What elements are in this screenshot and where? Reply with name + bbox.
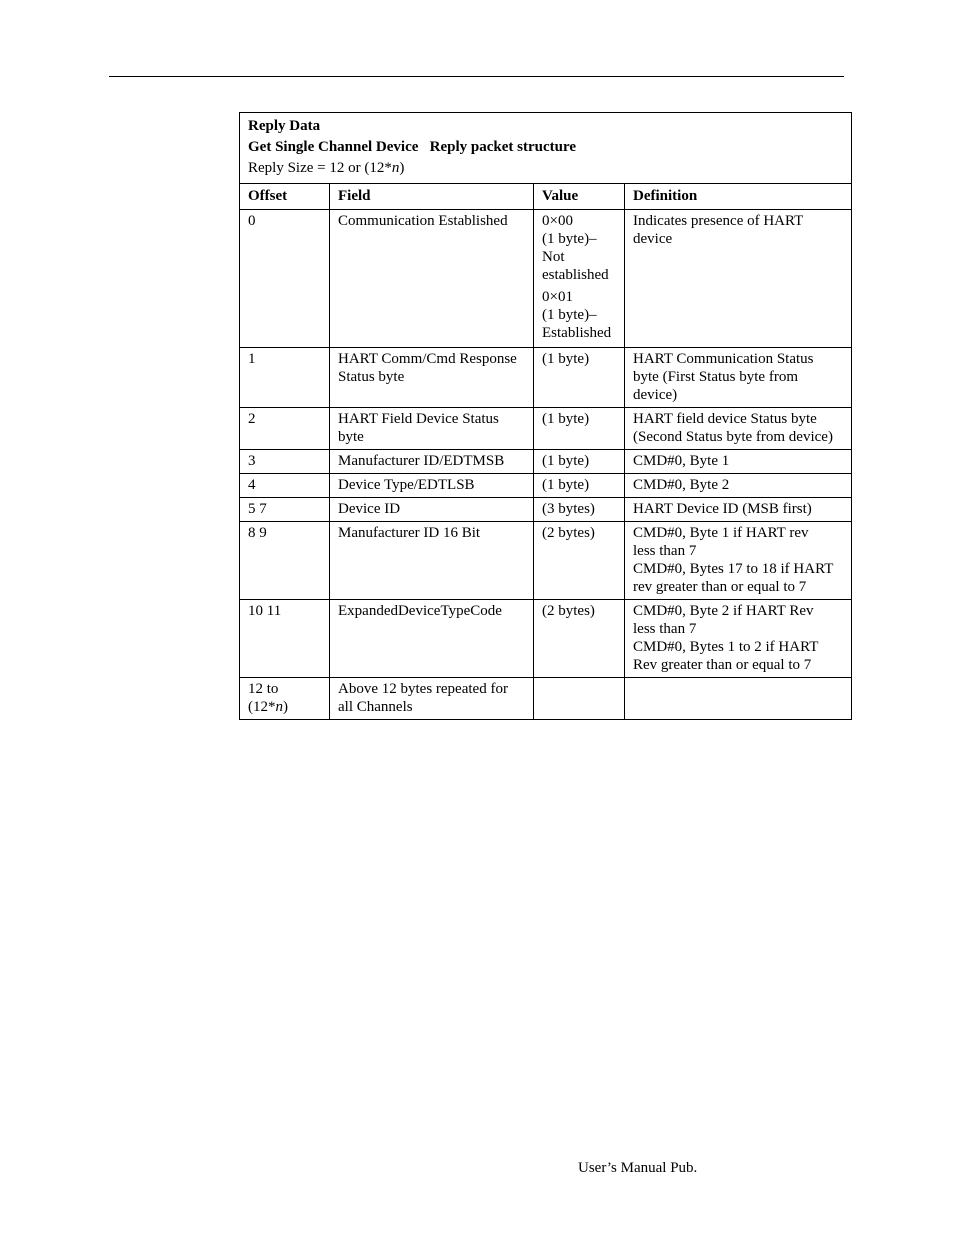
table-row xyxy=(240,522,852,600)
table-caption-row xyxy=(240,113,852,184)
caption-reply-size: Reply Size = 12 or (12*n) xyxy=(248,160,405,176)
value-block: 0×01 (1 byte)– Established xyxy=(542,289,612,341)
field-cell: ExpandedDeviceTypeCode xyxy=(330,600,534,678)
value-block: 0×00 (1 byte)– Not established xyxy=(542,213,609,283)
offset-cell: 2 xyxy=(240,408,330,450)
table-caption xyxy=(240,113,852,184)
field-cell: Above 12 bytes repeated for all Channels xyxy=(330,678,534,720)
caption-title: Reply Data xyxy=(248,118,321,134)
column-header-value: Value xyxy=(534,184,625,210)
value-cell xyxy=(534,678,625,720)
offset-cell: 5 7 xyxy=(240,498,330,522)
offset-cell: 3 xyxy=(240,450,330,474)
value-cell: (3 bytes) xyxy=(534,498,625,522)
value-cell: (2 bytes) xyxy=(534,522,625,600)
table-row xyxy=(240,210,852,348)
column-header-definition: Definition xyxy=(625,184,852,210)
offset-cell: 10 11 xyxy=(240,600,330,678)
table-row xyxy=(240,498,852,522)
header-rule xyxy=(109,76,844,77)
definition-cell: Indicates presence of HART device xyxy=(625,210,852,348)
value-cell: (2 bytes) xyxy=(534,600,625,678)
definition-cell: CMD#0, Byte 2 xyxy=(625,474,852,498)
offset-cell: 0 xyxy=(240,210,330,348)
value-cell: (1 byte) xyxy=(534,474,625,498)
definition-cell: HART Communication Status byte (First Status byte from device) xyxy=(625,348,852,408)
definition-cell: CMD#0, Byte 1 xyxy=(625,450,852,474)
offset-cell: 4 xyxy=(240,474,330,498)
table-header-row xyxy=(240,184,852,210)
table-row xyxy=(240,348,852,408)
table-row xyxy=(240,408,852,450)
reply-packet-table xyxy=(239,112,852,720)
table-row xyxy=(240,450,852,474)
field-cell: Device ID xyxy=(330,498,534,522)
column-header-offset: Offset xyxy=(240,184,330,210)
field-cell: Manufacturer ID 16 Bit xyxy=(330,522,534,600)
definition-cell: CMD#0, Byte 1 if HART rev less than 7 CMD#0, Bytes 17 to 18 if HART rev greater than or equal to 7 xyxy=(625,522,852,600)
value-cell: (1 byte) xyxy=(534,348,625,408)
table-row xyxy=(240,678,852,720)
caption-subtitle: Get Single Channel Device Reply packet structure xyxy=(248,139,577,155)
value-cell: (1 byte) xyxy=(534,408,625,450)
value-cell: (1 byte) xyxy=(534,450,625,474)
offset-cell: 1 xyxy=(240,348,330,408)
field-cell: Manufacturer ID/EDTMSB xyxy=(330,450,534,474)
field-cell: Device Type/EDTLSB xyxy=(330,474,534,498)
definition-cell xyxy=(625,678,852,720)
field-cell: HART Field Device Status byte xyxy=(330,408,534,450)
column-header-field: Field xyxy=(330,184,534,210)
table-row xyxy=(240,600,852,678)
definition-cell: HART field device Status byte (Second Status byte from device) xyxy=(625,408,852,450)
value-cell xyxy=(534,210,625,348)
offset-cell: 12 to (12*n) xyxy=(240,678,330,720)
field-cell: Communication Established xyxy=(330,210,534,348)
definition-cell: CMD#0, Byte 2 if HART Rev less than 7 CMD#0, Bytes 1 to 2 if HART Rev greater than or equal to 7 xyxy=(625,600,852,678)
page-footer: User’s Manual Pub. xyxy=(578,1160,698,1176)
definition-cell: HART Device ID (MSB first) xyxy=(625,498,852,522)
field-cell: HART Comm/Cmd Response Status byte xyxy=(330,348,534,408)
offset-cell: 8 9 xyxy=(240,522,330,600)
table-row xyxy=(240,474,852,498)
